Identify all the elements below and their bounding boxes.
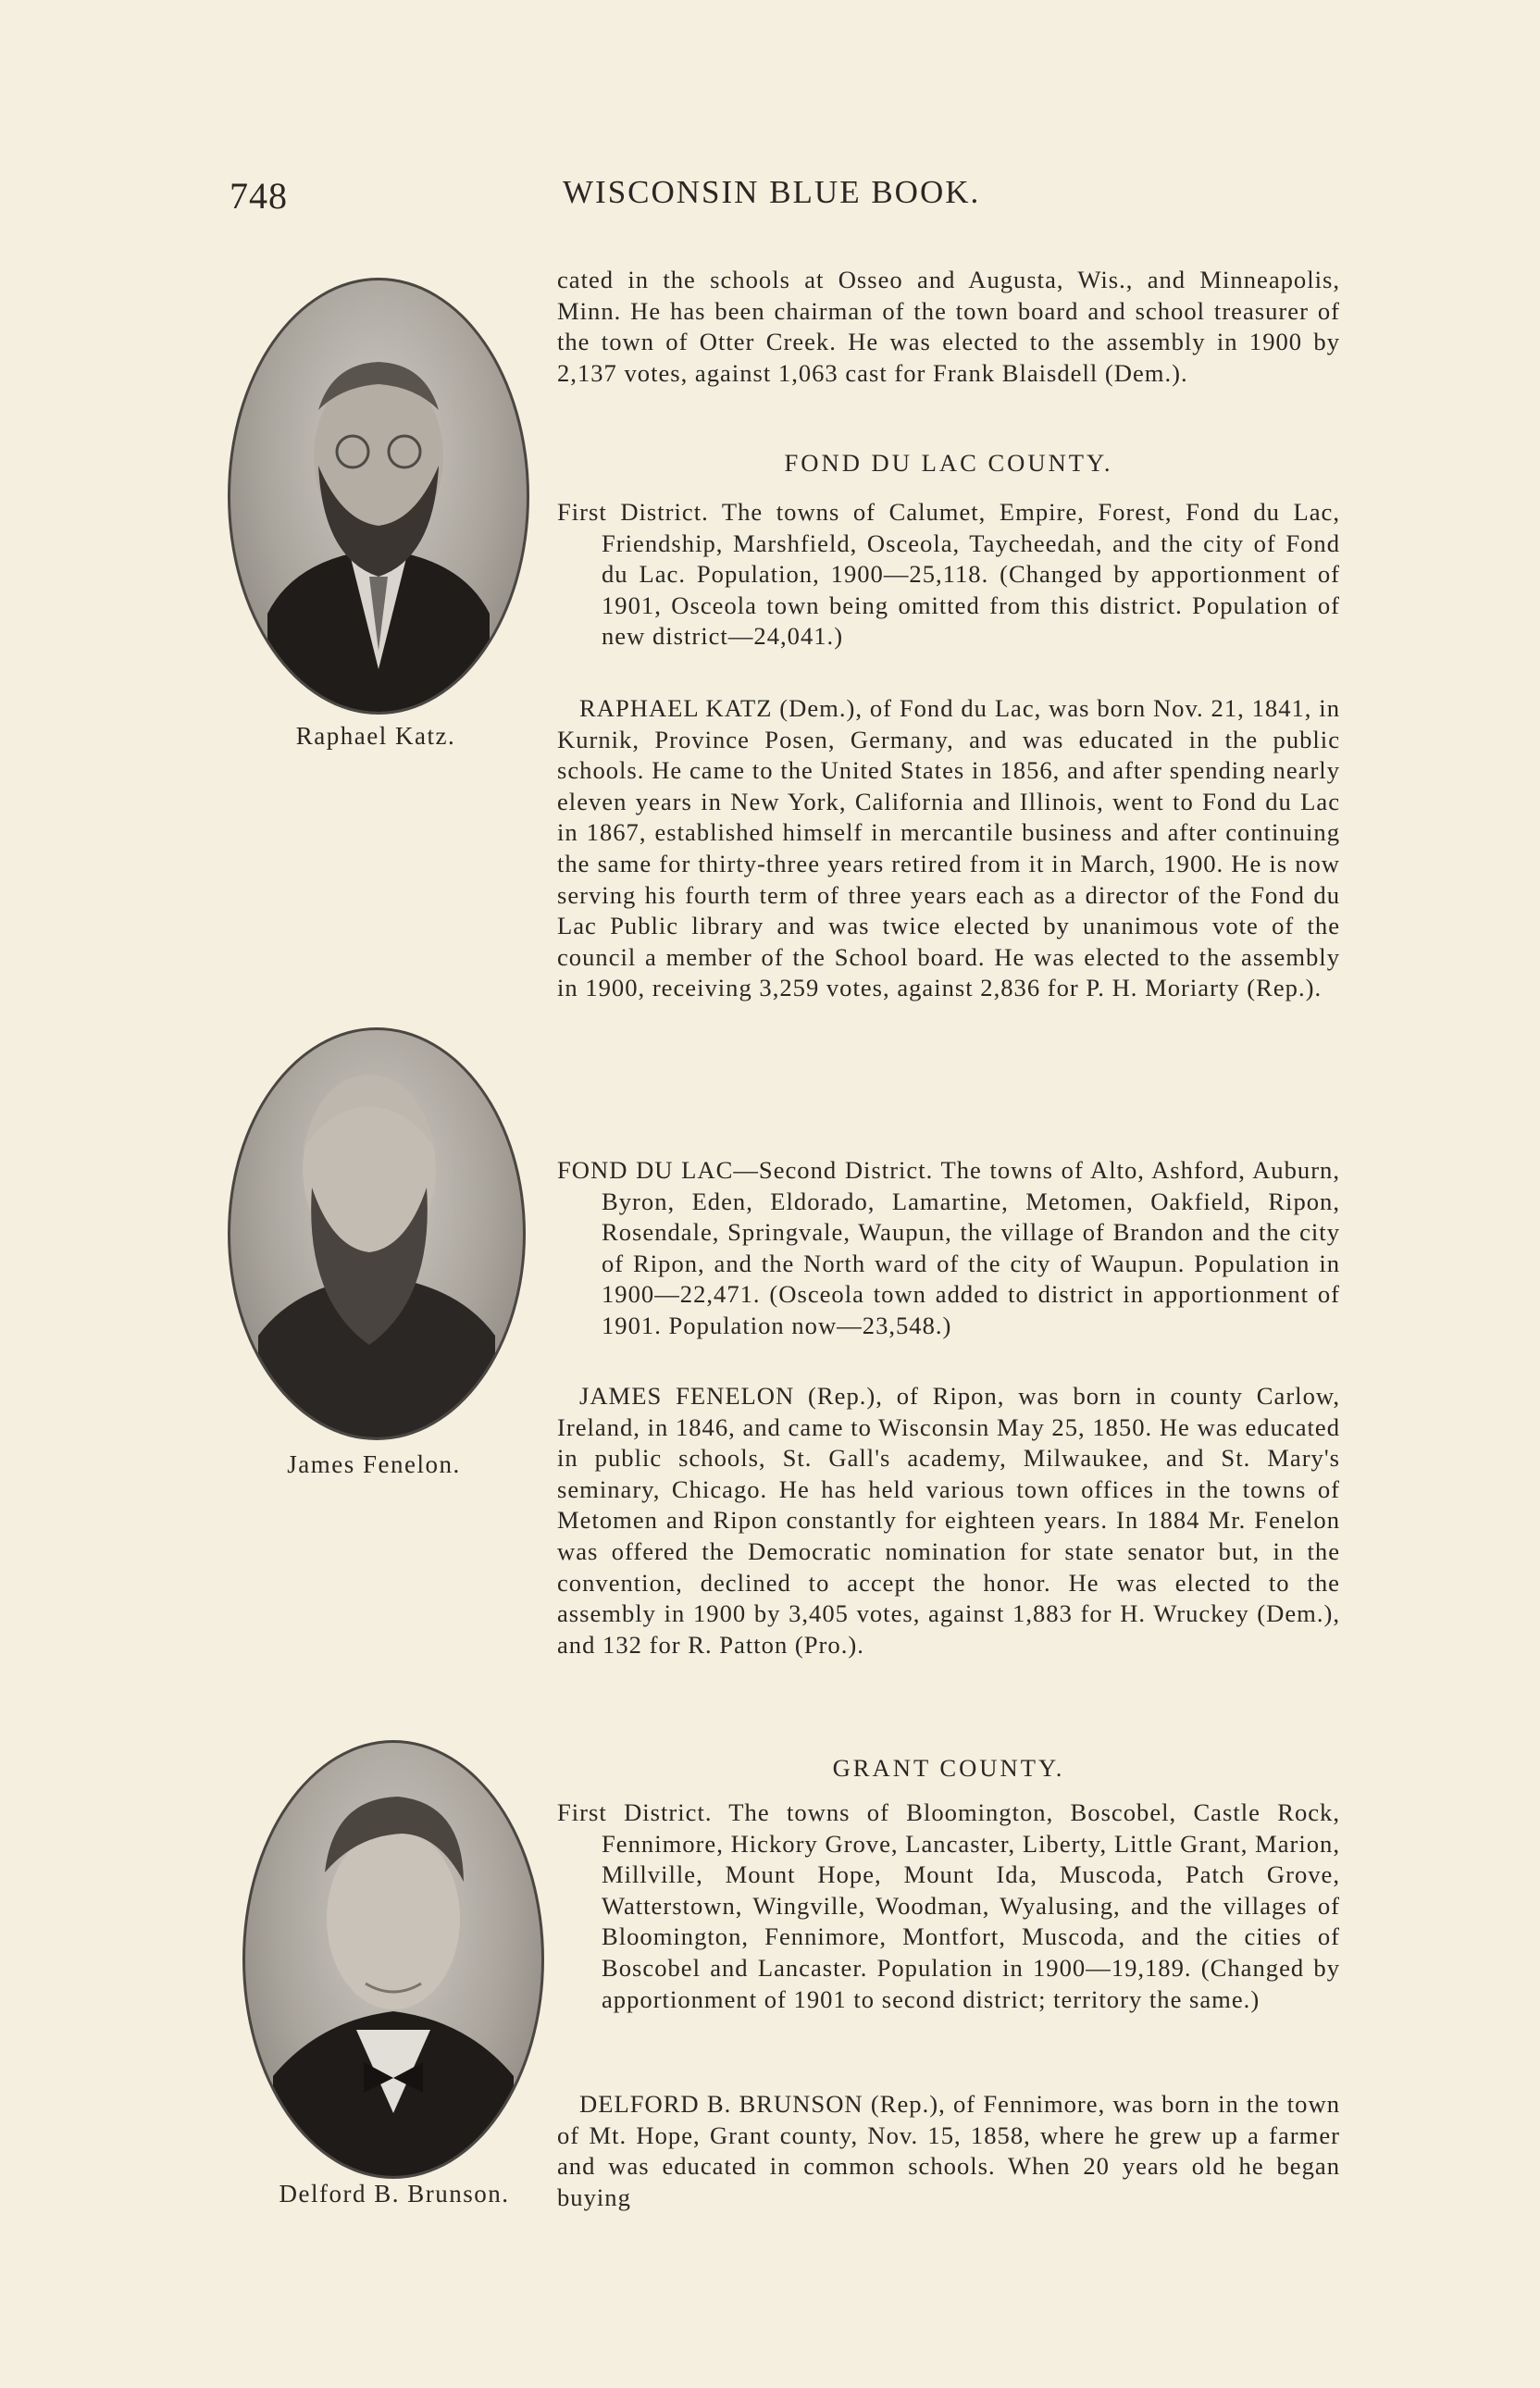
text-block-fond-du-lac-first xyxy=(557,497,1340,653)
portrait-caption-brunson: Delford B. Brunson. xyxy=(279,2180,510,2208)
portrait-caption-katz: Raphael Katz. xyxy=(295,722,456,750)
page-header xyxy=(230,174,1340,230)
running-head: WISCONSIN BLUE BOOK. xyxy=(563,174,981,210)
paragraph: cated in the schools at Osseo and Augusta, Wis., and Minneapolis, Minn. He has been chairman of the town board and school treasurer of the town of Otter Creek. He was elected to the assembly in 1900 by 2,137 votes, against 1,063 cast for Frank Blaisdell (Dem.). xyxy=(557,266,1340,387)
text-block-grant-first xyxy=(557,1797,1340,2015)
page-number: 748 xyxy=(230,175,288,217)
portrait-photo-katz xyxy=(228,278,529,715)
section-heading-grant xyxy=(557,1753,1340,1785)
paragraph: First District. The towns of Calumet, Empire, Forest, Fond du Lac, Friendship, Marshfield, Osceola, Taycheedah, and the city of Fond du Lac. Population, 1900—25,118. (Changed by apportionment of 1901, Osceola town being omitted from this district. Population of new district—24,041.) xyxy=(557,498,1340,651)
text-block-otter-creek xyxy=(557,265,1340,389)
paragraph: RAPHAEL KATZ (Dem.), of Fond du Lac, was born Nov. 21, 1841, in Kurnik, Province Posen, Germany, and was educated in the public schools. He came to the United States in 1856, and after spending nearly eleven years in New York, California and Illinois, went to Fond du Lac in 1867, established himself in mercantile business and after continuing the same for thirty-three years retired from it in March, 1900. He is now serving his fourth term of three years each as a director of the Fond du Lac Public library and was twice elected by unanimous vote of the council a member of the School board. He was elected to the assembly in 1900, receiving 3,259 votes, against 2,836 for P. H. Moriarty (Rep.). xyxy=(557,694,1340,1002)
paragraph: JAMES FENELON (Rep.), of Ripon, was born in county Carlow, Ireland, in 1846, and came to Wisconsin May 25, 1850. He was educated in public schools, St. Gall's academy, Milwaukee, and St. Mary's seminary, Chicago. He has held various town offices in the towns of Metomen and Ripon constantly for eighteen years. In 1884 Mr. Fenelon was offered the Democratic nomination for state senator but, in the convention, declined to accept the honor. He was elected to the assembly in 1900 by 3,405 votes, against 1,883 for H. Wruckey (Dem.), and 132 for R. Patton (Pro.). xyxy=(557,1382,1340,1659)
text-block-katz-bio xyxy=(557,693,1340,1004)
portrait-photo-brunson xyxy=(242,1740,544,2179)
text-block-fenelon-bio xyxy=(557,1381,1340,1660)
paragraph: First District. The towns of Bloomington, Boscobel, Castle Rock, Fennimore, Hickory Grove, Lancaster, Liberty, Little Grant, Marion, Millville, Mount Hope, Mount Ida, Muscoda, Patch Grove, Watterstown, Wingville, Woodman, Wyalusing, and the villages of Bloomington, Fennimore, Montfort, Muscoda, and the cities of Boscobel and Lancaster. Population in 1900—19,189. (Changed by apportionment of 1901 to second district; territory the same.) xyxy=(557,1798,1340,2013)
portrait-photo-fenelon xyxy=(228,1027,526,1440)
paragraph: DELFORD B. BRUNSON (Rep.), of Fennimore, was born in the town of Mt. Hope, Grant county, Nov. 15, 1858, where he grew up a farmer and was educated in common schools. When 20 years old he began buying xyxy=(557,2090,1340,2211)
heading-text: GRANT COUNTY. xyxy=(832,1754,1065,1782)
text-block-brunson-bio xyxy=(557,2089,1340,2213)
section-heading-fond-du-lac xyxy=(557,448,1340,479)
heading-text: FOND DU LAC COUNTY. xyxy=(784,449,1113,477)
text-block-fond-du-lac-second xyxy=(557,1155,1340,1342)
portrait-caption-fenelon: James Fenelon. xyxy=(287,1450,461,1478)
paragraph: FOND DU LAC—Second District. The towns of Alto, Ashford, Auburn, Byron, Eden, Eldorado, Lamartine, Metomen, Oakfield, Ripon, Rosendale, Springvale, Waupun, the village of Brandon and the city of Ripon, and the North ward of the city of Waupun. Population in 1900—22,471. (Osceola town added to district in apportionment of 1901. Population now—23,548.) xyxy=(557,1156,1340,1339)
